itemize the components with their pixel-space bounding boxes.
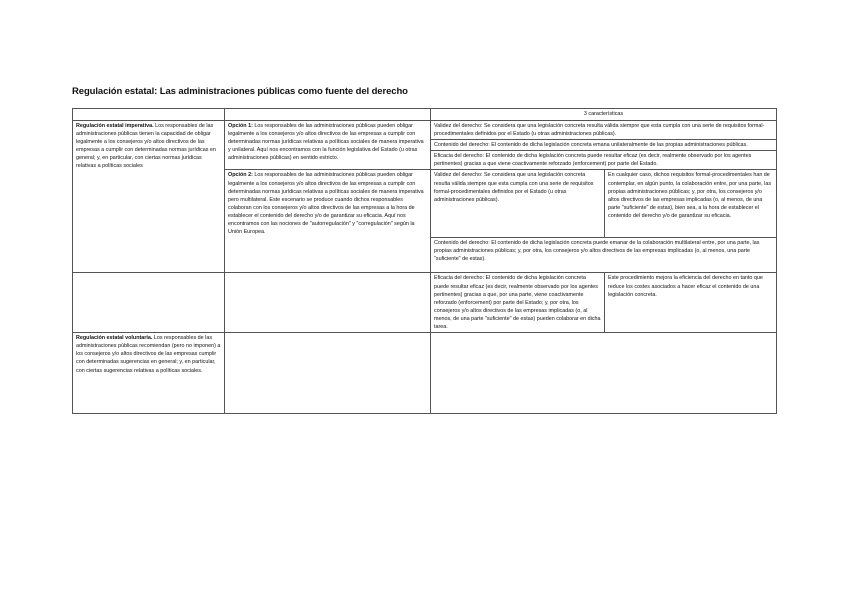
option2-label: Opción 2:: [228, 172, 253, 179]
option2-eficacia-note: Este procedimiento mejora la eficiencia del derecho en tanto que reduce los costes asociados a hacer eficaz el contenido de una legislación concreta.: [605, 273, 777, 333]
header-empty-cell: [225, 109, 431, 121]
regulation-table: [72, 108, 777, 414]
empty-cell: [73, 273, 225, 333]
table-row: [73, 273, 777, 333]
option2-validez: Validez del derecho: Se considera que una legislación concreta resulta válida siempre que esta cumpla con una serie de requisitos formal-procedimentales definidos por el Estado (u otras administraciones públicas).: [431, 170, 605, 237]
table-row: [73, 121, 777, 140]
empty-cell: [225, 333, 431, 414]
option1-contenido: Contenido del derecho: El contenido de dicha legislación concreta emana unilateralmente de las propias administraciones públicas.: [431, 140, 777, 151]
empty-cell: [431, 333, 777, 414]
option1-validez: Validez del derecho: Se considera que una legislación concreta resulta válida siempre que esta cumpla con una serie de requisitos formal-procedimentales definidos por el Estado (u otras administraciones públicas).: [431, 121, 777, 140]
option1-label: Opción 1:: [228, 123, 253, 129]
table-row: [73, 333, 777, 414]
option2-contenido: Contenido del derecho: El contenido de dicha legislación concreta puede emanar de la colaboración multilateral entre, por una parte, las propias administraciones públicas; y, por otra, los consejeros y/o altos directivos de las empresas implicadas (o, al menos, una parte "suficiente" de estas).: [431, 237, 777, 273]
imperative-regulation-cell: [73, 121, 225, 273]
option2-validez-note: En cualquier caso, dichos requisitos formal-procedimentales han de contemplar, en algún punto, la colaboración entre, por una parte, las propias administraciones públicas; y, por otra, los consejeros y/o altos directivos de las empresas implicadas (o, al menos, de una parte "suficiente" de estas), bien sea, a la hora de establecer el contenido del derecho y/o de garantizar su eficacia.: [605, 170, 777, 237]
voluntary-regulation-cell: [73, 333, 225, 414]
empty-cell: [225, 273, 431, 333]
option1-text: Los responsables de las administraciones públicas pueden obligar legalmente a los consejeros y/o altos directivos de las empresas a cumplir con determinadas normas jurídicas relativas a políticas sociales de manera imperativa y unilateral. Aquí nos encontramos con la función legislativa del Estado (u otras administraciones públicas) en sentido estricto.: [228, 123, 424, 162]
voluntary-label: Regulación estatal voluntaria.: [76, 335, 153, 342]
table-header-row: [73, 109, 777, 121]
option2-eficacia: Eficacia del derecho: El contenido de dicha legislación concreta puede resultar eficaz (es decir, realmente observado por los agentes pertinentes) gracias a que, por una parte, viene coactivamente reforzado (enforcement) por parte del Estado; y, por otra, los consejeros y/o altos directivos de las empresas implicadas (o, al menos, de una parte "suficiente" de estas) pueden colaborar en dicha tarea.: [431, 273, 605, 333]
option1-eficacia: Eficacia del derecho: El contenido de dicha legislación concreta puede resultar eficaz (es decir, realmente observado por los agentes pertinentes) gracias a que viene coactivamente reforzado (enforcement) por parte del Estado.: [431, 151, 777, 170]
option2-text: Los responsables de las administraciones públicas pueden obligar legalmente a los consejeros y/o altos directivos de las empresas a cumplir con determinadas normas jurídicas relativas a políticas sociales de manera imperativa pero multilateral. Este escenario se produce cuando dichos responsables colaboran con los consejeros y/o altos directivos de las empresas a la hora de establecer el contenido del derecho y/o de garantizar su eficacia. Aquí nos encontramos con las nociones de "autorregulación" y "corregulación" según la Unión Europea.: [228, 172, 424, 236]
features-header: 3 características: [431, 109, 777, 121]
imperative-text: Los responsables de las administraciones públicas tienen la capacidad de obligar legalmente a los consejeros y/o altos directivos de las empresas a cumplir con determinadas normas jurídicas en general; y, en particular, con ciertas normas jurídicas relativas a políticas sociales: [76, 123, 216, 170]
voluntary-text: Los responsables de las administraciones públicas recomiendan (pero no imponen) a los consejeros y/o altos directivos de las empresas cumplir con determinadas sugerencias en general; y, en particular, con ciertas sugerencias relativas a políticas sociales.: [76, 335, 221, 374]
imperative-label: Regulación estatal imperativa.: [76, 123, 154, 129]
document-title: Regulación estatal: Las administraciones públicas como fuente del derecho: [72, 86, 408, 97]
header-empty-cell: [73, 109, 225, 121]
option2-cell: [225, 170, 431, 273]
option1-cell: [225, 121, 431, 170]
